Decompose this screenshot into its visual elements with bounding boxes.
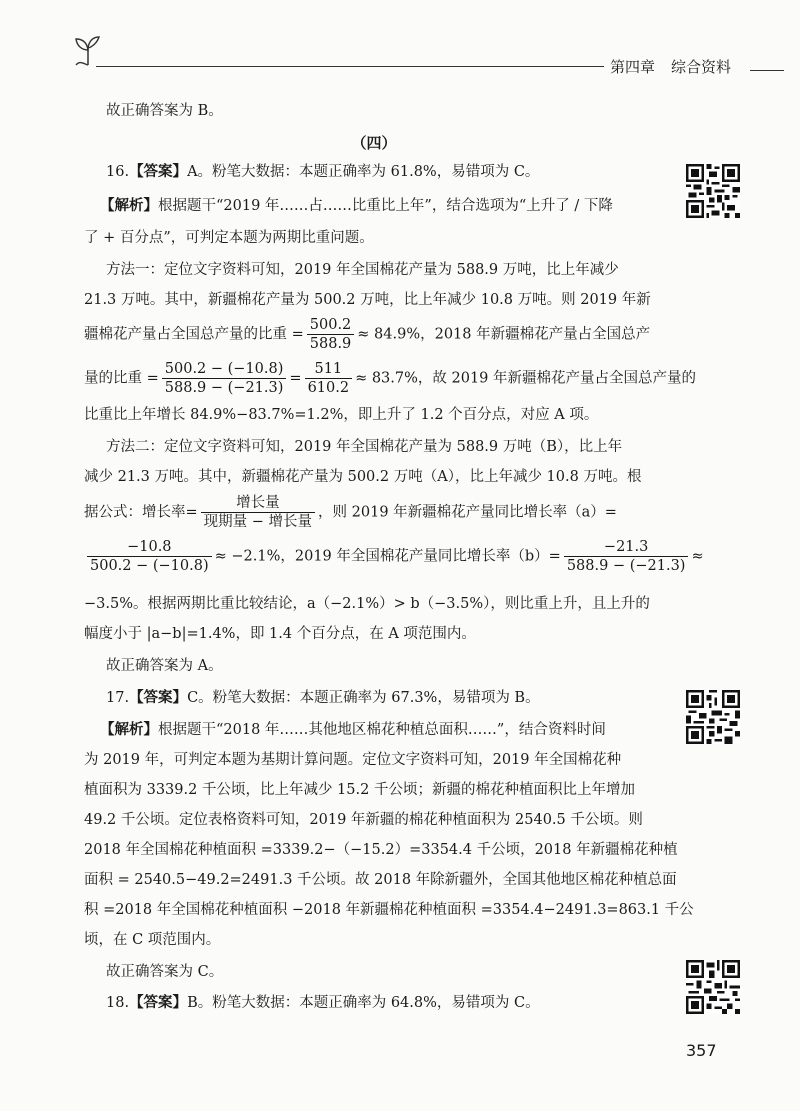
header-rule: [96, 66, 604, 67]
fraction: $\frac{500.2}{588.9}$: [307, 316, 355, 353]
header-rule-right: [750, 70, 784, 71]
section-label: 综合资料: [671, 58, 732, 76]
text-line: 49.2 千公顷。定位表格资料可知，2019 年新疆的棉花种植面积为 2540.5 千公顷。则: [84, 812, 643, 828]
q16-answer: 16.【答案】A。粉笔大数据：本题正确率为 61.8%，易错项为 C。: [106, 164, 540, 180]
answer-line: 故正确答案为 C。: [106, 964, 224, 980]
text-line: 2018 年全国棉花种植面积 =3339.2−（−15.2）=3354.4 千公顷，2018 年新疆棉花种植: [84, 842, 678, 858]
sprout-icon: [74, 36, 102, 66]
text-line: 积 =2018 年全国棉花种植面积 −2018 年新疆棉花种植面积 =3354.4−2491.3=863.1 千公: [84, 902, 694, 918]
formula-line: 据公式：增长率= $\frac{\text{增长量}}{\text{现期量 − 增长量}}$ ，则 2019 年新疆棉花产量同比增长率（a）=: [84, 495, 617, 530]
text-line: 了 + 百分点”，可判定本题为两期比重问题。: [84, 230, 374, 246]
text-line: 减少 21.3 万吨。其中，新疆棉花产量为 500.2 万吨（A），比上年减少 10.8 万吨。根: [84, 469, 642, 485]
fraction: $\frac{511}{610.2}$: [305, 360, 353, 397]
text-line: 为 2019 年，可判定本题为基期计算问题。定位文字资料可知，2019 年全国棉花种: [84, 752, 622, 768]
text-line: 21.3 万吨。其中，新疆棉花产量为 500.2 万吨，比上年减少 10.8 万吨。则 2019 年新: [84, 292, 651, 308]
qr-code-icon[interactable]: [686, 690, 740, 744]
q16-analysis-line: 【解析】根据题干“2019 年……占……比重比上年”，结合选项为“上升了 / 下降: [100, 198, 613, 214]
qr-code-icon[interactable]: [686, 164, 740, 218]
fraction: $\frac{-10.8}{500.2 - (-10.8)}$: [87, 538, 212, 575]
page-number: 357: [686, 1041, 717, 1060]
text-line: −3.5%。根据两期比重比较结论，a（−2.1%）> b（−3.5%），则比重上升，且上升的: [84, 596, 650, 612]
answer-line: 故正确答案为 B。: [106, 103, 223, 119]
text-line: 方法二：定位文字资料可知，2019 年全国棉花产量为 588.9 万吨（B），比上年: [106, 439, 623, 455]
formula-line: 量的比重 = $\frac{500.2 - (-10.8)}{588.9 - (-21.3)}$ = $\frac{511}{610.2}$ ≈ 83.7%，故 2019 年新疆棉花产量占全国总产量的: [84, 361, 697, 396]
chapter-header: [610, 56, 731, 77]
q18-answer: 18.【答案】B。粉笔大数据：本题正确率为 64.8%，易错项为 C。: [106, 995, 540, 1011]
q17-answer: 17.【答案】C。粉笔大数据：本题正确率为 67.3%，易错项为 B。: [106, 690, 540, 706]
text-line: 面积 = 2540.5−49.2=2491.3 千公顷。故 2018 年除新疆外，全国其他地区棉花种植总面: [84, 872, 677, 888]
text-line: 植面积为 3339.2 千公顷，比上年减少 15.2 千公顷；新疆的棉花种植面积比上年增加: [84, 782, 635, 798]
fraction: $\frac{500.2 - (-10.8)}{588.9 - (-21.3)}$: [162, 360, 287, 397]
chapter-label: 第四章: [610, 58, 656, 76]
qr-code-icon[interactable]: [686, 960, 740, 1014]
text-line: 比重比上年增长 84.9%−83.7%=1.2%，即上升了 1.2 个百分点，对应 A 项。: [84, 407, 599, 423]
fraction: $\frac{\text{增长量}}{\text{现期量 − 增长量}}$: [201, 494, 315, 531]
fraction: $\frac{-21.3}{588.9 - (-21.3)}$: [564, 538, 689, 575]
text-line: 方法一：定位文字资料可知，2019 年全国棉花产量为 588.9 万吨，比上年减少: [106, 262, 619, 278]
answer-line: 故正确答案为 A。: [106, 658, 223, 674]
formula-line: 疆棉花产量占全国总产量的比重 = $\frac{500.2}{588.9}$ ≈ 84.9%，2018 年新疆棉花产量占全国总产: [84, 317, 651, 352]
formula-line: $\frac{-10.8}{500.2 - (-10.8)}$ ≈ −2.1%，2019 年全国棉花产量同比增长率（b）= $\frac{-21.3}{588.9 - (-21.3)}$ ≈: [84, 538, 664, 575]
q17-analysis-line: 【解析】根据题干“2018 年……其他地区棉花种植总面积……”，结合资料时间: [100, 722, 606, 738]
part-heading: （四）: [351, 134, 397, 152]
text-line: 顷，在 C 项范围内。: [84, 932, 221, 948]
text-line: 幅度小于 |a−b|=1.4%，即 1.4 个百分点，在 A 项范围内。: [84, 626, 476, 642]
